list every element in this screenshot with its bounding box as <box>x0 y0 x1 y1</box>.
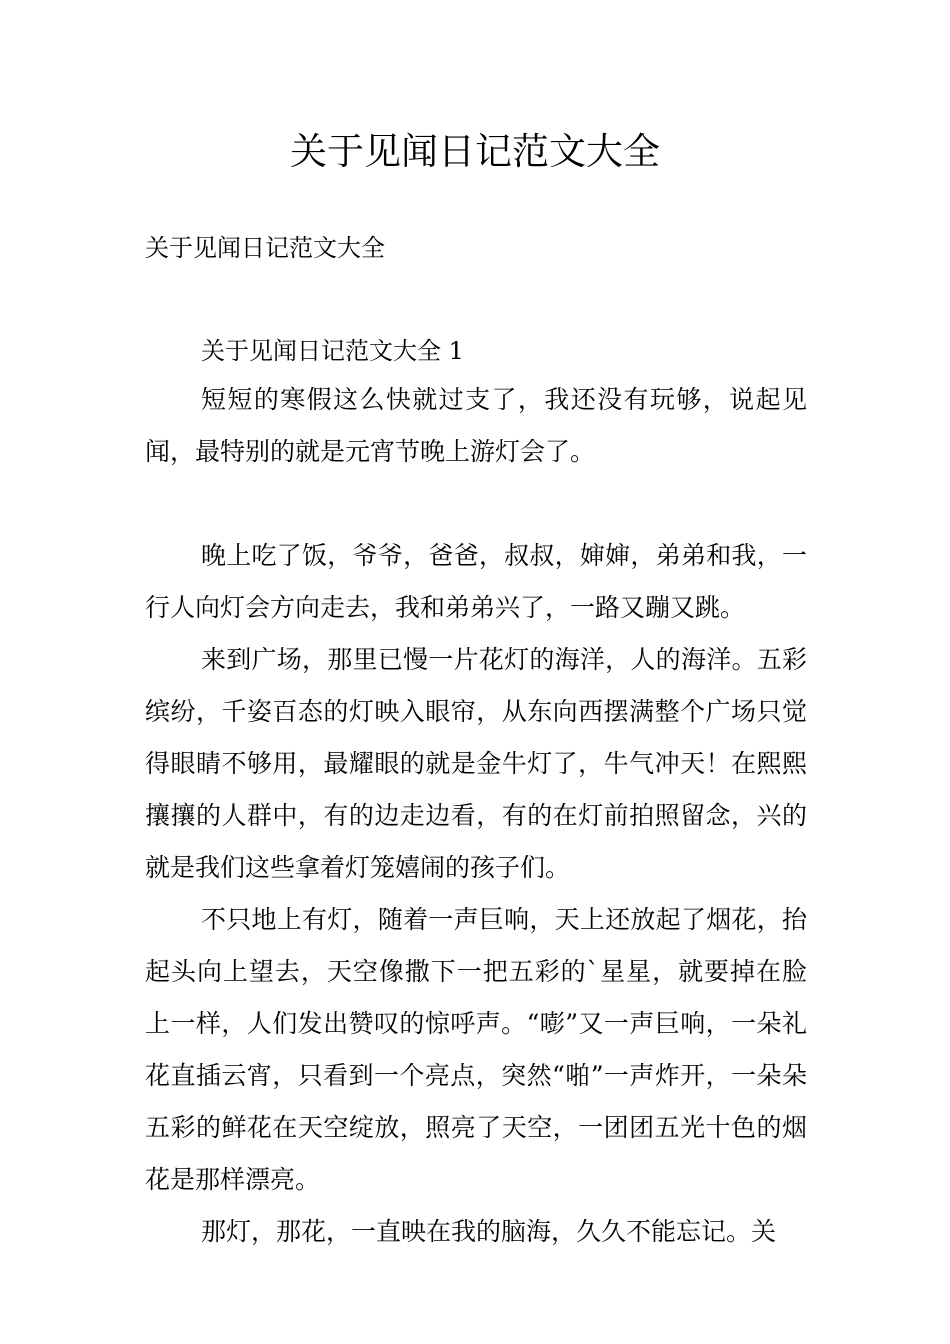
paragraph-gap <box>145 478 807 530</box>
paragraph-1: 短短的寒假这么快就过支了，我还没有玩够，说起见闻，最特别的就是元宵节晚上游灯会了。 <box>145 385 807 466</box>
paragraph-2: 晚上吃了饭，爷爷，爸爸，叔叔，婶婶，弟弟和我，一行人向灯会方向走去，我和弟弟兴了，一路又蹦又跳。 <box>145 541 807 622</box>
paragraph-3: 来到广场，那里已慢一片花灯的海洋，人的海洋。五彩缤纷，千姿百态的灯映入眼帘，从东向西摆满整个广场只觉得眼睛不够用，最耀眼的就是金牛灯了，牛气冲天！在熙熙攘攘的人群中，有的边走边看，有的在灯前拍照留念，兴的就是我们这些拿着灯笼嬉闹的孩子们。 <box>145 645 807 882</box>
paragraph-4: 不只地上有灯，随着一声巨响，天上还放起了烟花，抬起头向上望去，天空像撒下一把五彩的`星星，就要掉在脸上一样，人们发出赞叹的惊呼声。“嘭”又一声巨响，一朵礼花直插云宵，只看到一个亮点，突然“啪”一声炸开，一朵朵五彩的鲜花在天空绽放，照亮了天空，一团团五光十色的烟花是那样漂亮。 <box>145 905 807 1194</box>
document-subtitle: 关于见闻日记范文大全 <box>145 234 385 262</box>
section-heading: 关于见闻日记范文大全 1 <box>201 337 464 365</box>
document-body <box>145 328 807 1258</box>
document-title: 关于见闻日记范文大全 <box>290 130 660 173</box>
paragraph-5: 那灯，那花，一直映在我的脑海，久久不能忘记。关 <box>201 1217 777 1246</box>
